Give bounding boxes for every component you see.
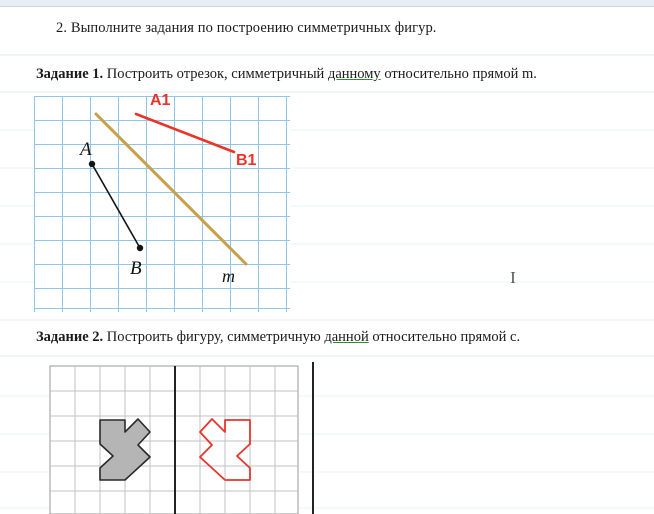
task-number: 2. [56, 20, 68, 36]
page-top-border [0, 0, 654, 7]
figure-2-grid [34, 362, 324, 514]
page-title [56, 20, 437, 37]
exercise-1-text-before: Построить отрезок, симметричный [106, 66, 328, 82]
point-b-label: B [130, 258, 142, 279]
exercise-2-text-before: Построить фигуру, симметричную [106, 329, 325, 345]
exercise-1-label: Задание 1. [36, 66, 104, 82]
line-m-label: m [222, 266, 235, 286]
exercise-1-instruction [36, 66, 537, 83]
point-b [137, 245, 143, 251]
annotation-label-a1: A1 [150, 92, 171, 109]
text-cursor: I [510, 268, 516, 287]
exercise-1-text-after: относительно прямой m. [380, 66, 537, 82]
exercise-2-underlined-word: данной [324, 329, 369, 345]
exercise-2-label: Задание 2. [36, 329, 104, 345]
exercise-2-text-after: относительно прямой c. [368, 329, 521, 345]
exercise-1-underlined-word: данному [327, 66, 381, 82]
point-a [89, 161, 95, 167]
task-heading-text: Выполните задания по построению симметричных фигур. [70, 20, 437, 36]
exercise-2-instruction [36, 329, 520, 346]
point-a-label: A [80, 139, 92, 160]
annotation-label-b1: B1 [236, 152, 257, 169]
